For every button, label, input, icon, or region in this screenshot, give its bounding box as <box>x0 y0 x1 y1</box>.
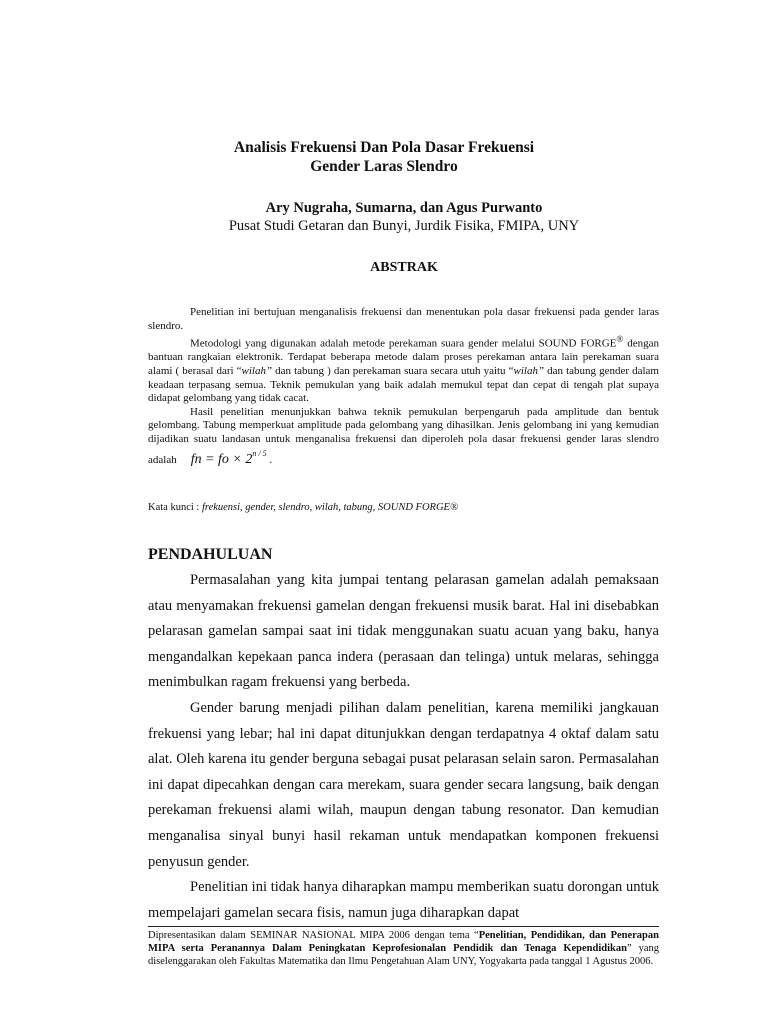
abstract-p2-text-a: Metodologi yang digunakan adalah metode perekaman suara gender melalui SOUND FORGE <box>190 337 617 350</box>
abstract-p2-text-c: dan tabung ) dan perekaman suara secara utuh yaitu “ <box>272 365 514 378</box>
registered-mark: ® <box>616 334 624 345</box>
formula-exponent: n / 5 <box>252 448 267 458</box>
body-paragraph-3: Penelitian ini tidak hanya diharapkan mampu memberikan suatu dorongan untuk mempelajari gamelan secara fisis, namun juga diharapkan dapat <box>148 879 659 921</box>
abstract-p3-text: Hasil penelitian menunjukkan bahwa teknik pemukulan berpengaruh pada amplitude dan bentuk gelombang. Tabung memperkuat amplitude pada gelombang yang dihasilkan. Jenis gelombang ini yang kemudian dijadikan suatu landasan untuk menganalisa frekuensi dan diperoleh pola dasar frekuensi gender laras slendro adalah <box>148 405 659 466</box>
author-list: Ary Nugraha, Sumarna, dan Agus Purwanto <box>265 200 543 216</box>
abstract-heading: ABSTRAK <box>370 260 438 275</box>
abstract-paragraph-2 <box>148 333 659 406</box>
footnote-divider <box>148 926 659 927</box>
section-body <box>148 568 659 926</box>
keywords-text: frekuensi, gender, slendro, wilah, tabung, SOUND FORGE® <box>199 502 458 513</box>
wilah-term-2: wilah” <box>513 365 545 378</box>
body-paragraph-2: Gender barung menjadi pilihan dalam penelitian, karena memiliki jangkauan frekuensi yang lebar; hal ini dapat ditunjukkan dengan terdapatnya 4 oktaf dalam satu alat. Oleh karena itu gender berguna sebagai pusat pelarasan selain saron. Permasalahan ini dapat dipecahkan dengan cara merekam, suara gender secara langsung, baik dengan perekaman frekuensi alami wilah, maupun dengan tabung resonator. Dan kemudian menganalisa sinyal bunyi hasil rekaman untuk mendapatkan komponen frekuensi penyusun gender. <box>148 699 659 870</box>
footnote <box>148 929 659 969</box>
affiliation: Pusat Studi Getaran dan Bunyi, Jurdik Fisika, FMIPA, UNY <box>228 218 580 234</box>
abstract-p2-text-d: dan tabung gender dalam keadaan terpasang semua. Teknik pemukulan yang baik adalah memukul tepat dan cepat di tengah plat supaya didapat gelombang yang tidak cacat. <box>148 365 659 405</box>
wilah-term-1: wilah” <box>241 365 273 378</box>
abstract-body <box>148 306 659 467</box>
footnote-text-a: Dipresentasikan dalam SEMINAR NASIONAL MIPA 2006 dengan tema “ <box>148 930 479 941</box>
frequency-formula <box>190 448 267 467</box>
abstract-p2-text-b: dengan bantuan rangkaian elektronik. Terdapat beberapa metode dalam proses perekaman antara lain perekaman suara alami ( berasal dari “ <box>148 337 660 378</box>
footnote-text-b: ” yang diselenggarakan oleh Fakultas Matematika dan Ilmu Pengetahuan Alam UNY, Yogyakarta pada tanggal 1 Agustus 2006. <box>148 943 659 968</box>
abstract-paragraph-1: Penelitian ini bertujuan menganalisis frekuensi dan menentukan pola dasar frekuensi pada gender laras slendro. <box>148 306 659 332</box>
formula-main: fn = fo × 2 <box>190 451 253 467</box>
section-heading: PENDAHULUAN <box>148 546 273 563</box>
paper-title-line-2: Gender Laras Slendro <box>310 158 458 175</box>
abstract-paragraph-3 <box>148 406 659 467</box>
formula-end: . <box>266 453 273 466</box>
keywords-line <box>148 502 458 513</box>
footnote-theme: Penelitian, Pendidikan, dan Penerapan MIPA serta Peranannya Dalam Peningkatan Keprofesionalan Pendidik dan Tenaga Kependidikan <box>148 930 659 955</box>
paper-title-line-1: Analisis Frekuensi Dan Pola Dasar Frekuensi <box>233 139 535 156</box>
body-paragraph-1: Permasalahan yang kita jumpai tentang pelarasan gamelan adalah pemaksaan atau menyamakan frekuensi gamelan dengan frekuensi musik barat. Hal ini disebabkan pelarasan gamelan sampai saat ini tidak menggunakan suatu acuan yang baku, hanya mengandalkan kepekaan panca indera (perasaan dan telinga) untuk melaras, sehingga menimbulkan ragam frekuensi yang berbeda. <box>148 572 659 691</box>
keywords-label: Kata kunci : <box>148 502 200 513</box>
